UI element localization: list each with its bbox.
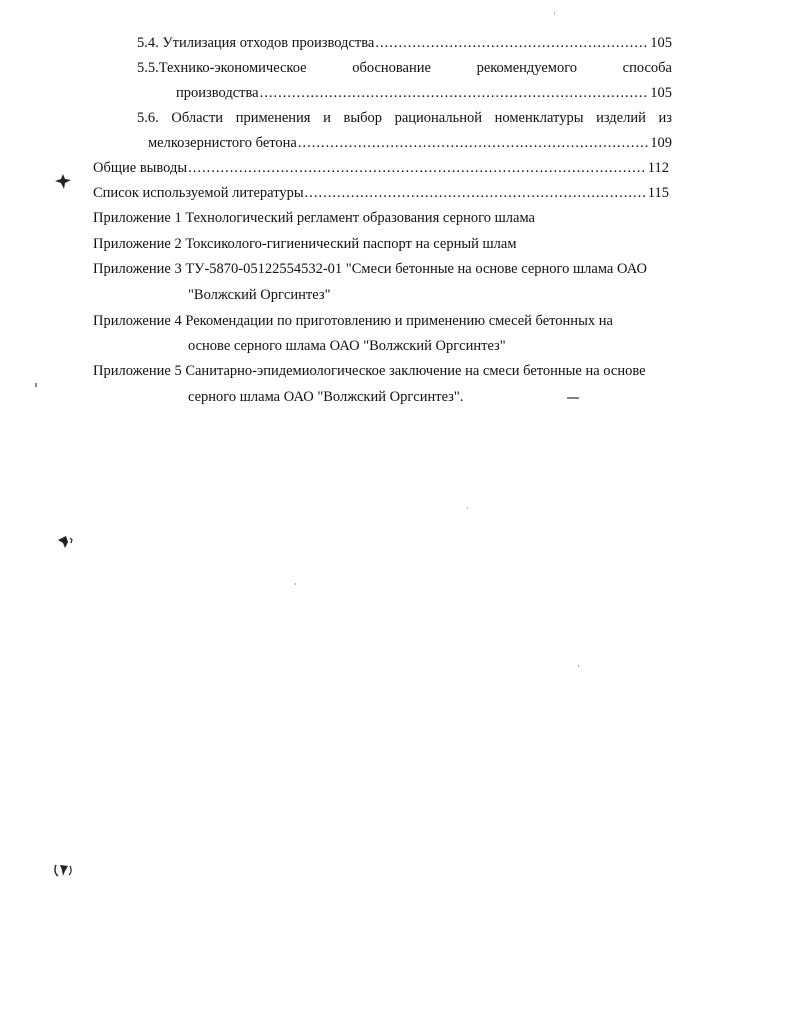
- toc-word: выбор: [343, 110, 382, 126]
- toc-word: рекомендуемого: [476, 60, 578, 76]
- appendix-5-line2: серного шлама ОАО "Волжский Оргсинтез".: [188, 389, 464, 405]
- toc-leader-dots: [298, 134, 649, 152]
- scan-artifact-mark: [52, 172, 74, 192]
- toc-page-number: 105: [650, 85, 672, 101]
- appendix-2: Приложение 2 Токсиколого-гигиенический паспорт на серный шлам: [93, 236, 517, 252]
- appendix-4-line2: основе серного шлама ОАО "Волжский Оргсинтез": [188, 338, 506, 354]
- appendix-3-line2: "Волжский Оргсинтез": [188, 287, 331, 303]
- scan-artifact-mark: [52, 861, 74, 879]
- toc-word: и: [323, 110, 331, 126]
- toc-word: рациональной: [394, 110, 482, 126]
- toc-word: из: [658, 110, 672, 126]
- toc-leader-dots: [375, 34, 649, 52]
- toc-word: 5.5.Технико-экономическое: [137, 60, 307, 76]
- toc-leader-dots: [260, 84, 650, 102]
- scan-artifact-dot: [295, 583, 296, 585]
- toc-page-number: 109: [650, 135, 672, 151]
- toc-word: способа: [622, 60, 672, 76]
- appendix-1: Приложение 1 Технологический регламент образования серного шлама: [93, 210, 535, 226]
- toc-label: производства: [176, 85, 259, 101]
- toc-item-5-4: [137, 34, 672, 52]
- toc-item-5-5-line2: [176, 84, 672, 102]
- appendix-3-line1: Приложение 3 ТУ-5870-05122554532-01 "Смеси бетонные на основе серного шлама ОАО: [93, 261, 647, 277]
- toc-item-references: [93, 184, 669, 202]
- toc-page-number: 112: [647, 160, 669, 176]
- toc-word: обоснование: [352, 60, 431, 76]
- scan-artifact-dot: [467, 507, 468, 509]
- toc-item-5-6-line2: [148, 134, 672, 152]
- scan-artifact-dot: [35, 383, 37, 387]
- toc-label: Общие выводы: [93, 160, 188, 176]
- scan-artifact-dot: [578, 665, 579, 667]
- appendix-4-line1: Приложение 4 Рекомендации по приготовлению и применению смесей бетонных на: [93, 313, 613, 329]
- appendix-5-line1: Приложение 5 Санитарно-эпидемиологическое заключение на смеси бетонные на основе: [93, 363, 646, 379]
- scan-artifact-dash: [566, 395, 580, 401]
- toc-word: номенклатуры: [494, 110, 584, 126]
- scan-artifact-dot: [554, 12, 555, 15]
- toc-leader-dots: [188, 159, 647, 177]
- toc-word: изделий: [596, 110, 646, 126]
- toc-label: 5.4. Утилизация отходов производства: [137, 35, 375, 51]
- toc-item-5-5-line1: [137, 59, 672, 77]
- toc-page-number: 105: [650, 35, 672, 51]
- toc-word: Области: [171, 110, 224, 126]
- toc-word: применения: [235, 110, 311, 126]
- toc-item-conclusions: [93, 159, 669, 177]
- toc-item-5-6-line1: [137, 109, 672, 127]
- toc-label: мелкозернистого бетона: [148, 135, 297, 151]
- toc-word: 5.6.: [137, 110, 159, 126]
- toc-leader-dots: [305, 184, 647, 202]
- toc-page-number: 115: [647, 185, 669, 201]
- scan-artifact-mark: [56, 532, 76, 552]
- toc-label: Список используемой литературы: [93, 185, 304, 201]
